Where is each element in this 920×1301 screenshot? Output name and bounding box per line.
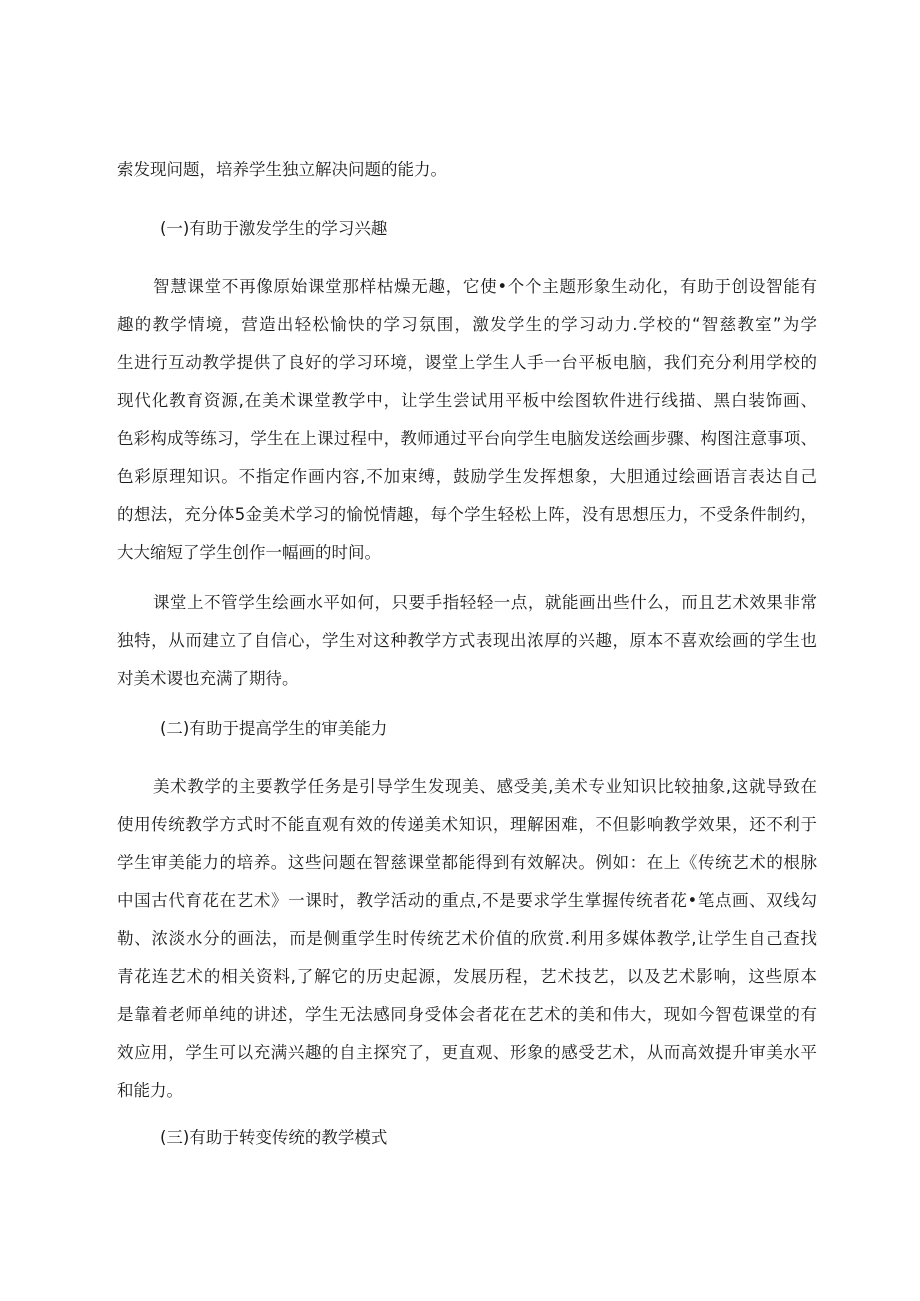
section1-heading: (一)有助于激发学生的学习兴趣: [160, 219, 388, 238]
paragraph-line: 智慧课堂不再像原始课堂那样枯燥无趣，它使•个个主题形象生动化，有助于创设智能有: [153, 277, 817, 296]
paragraph-line: 独特，从而建立了自信心，学生对这种教学方式表现出浓厚的兴趣，原本不喜欢绘画的学生也: [117, 631, 817, 650]
paragraph-line: 大大缩短了学生创作一幅画的时间。: [117, 543, 381, 562]
section3-heading: (三)有助于转变传统的教学模式: [160, 1128, 388, 1147]
paragraph-line: 使用传统教学方式时不能直观有效的传递美术知识，理解困难，不但影响教学效果，还不利于: [117, 815, 817, 834]
paragraph-line: 色彩构成等练习，学生在上课过程中，教师通过平台向学生电脑发送绘画步骤、构图注意事项、: [117, 429, 817, 448]
paragraph-line: 青花连艺术的相关资料,了解它的历史起源，发展历程，艺术技艺，以及艺术影响，这些原本: [117, 967, 817, 986]
paragraph-line: 色彩原理知识。不指定作画内容,不加束缚，鼓励学生发挥想象，大胆通过绘画语言表达自己: [117, 467, 817, 486]
paragraph-line: 的想法，充分体5金美术学习的愉悦情趣，每个学生轻松上阵，没有思想压力，不受条件制约，: [117, 505, 817, 524]
intro-tail-line: 索发现问题，培养学生独立解决问题的能力。: [117, 160, 447, 179]
section2-heading: (二)有助于提高学生的审美能力: [160, 719, 388, 738]
paragraph-line: 现代化教育资源,在美术课堂教学中，让学生尝试用平板中绘图软件进行线描、黑白装饰画、: [117, 391, 817, 410]
paragraph-line: 生进行互动教学提供了良好的学习环境，谡堂上学生人手一台平板电脑，我们充分利用学校的: [117, 353, 817, 372]
paragraph-line: 勒、浓淡水分的画法，而是侧重学生时传统艺术价值的欣赏.利用多媒体教学,让学生自己查找: [117, 929, 817, 948]
paragraph-line: 美术教学的主要教学任务是引导学生发现美、感受美,美术专业知识比较抽象,这就导致在: [153, 777, 817, 796]
paragraph-line: 对美术谡也充满了期待。: [117, 669, 299, 688]
paragraph-line: 效应用，学生可以充满兴趣的自主探究了，更直观、形象的感受艺术，从而高效提升审美水平: [117, 1043, 817, 1062]
paragraph-line: 学生审美能力的培养。这些问题在智慈课堂都能得到有效解决。例如：在上《传统艺术的根脉: [117, 853, 817, 872]
paragraph-line: 和能力。: [117, 1081, 183, 1100]
paragraph-line: 中国古代育花在艺术》一课时，教学活动的重点,不是要求学生掌握传统者花•笔点画、双线勾: [117, 891, 817, 910]
paragraph-line: 课堂上不管学生绘画水平如何，只要手指轻轻一点，就能画出些什么，而且艺术效果非常: [153, 593, 817, 612]
paragraph-line: 是靠着老师单纯的讲述，学生无法感同身受体会者花在艺术的美和伟大，现如今智苞课堂的有: [117, 1005, 817, 1024]
paragraph-line: 趣的教学情境，营造出轻松愉快的学习氛围，激发学生的学习动力.学校的“智慈教室”为学: [117, 315, 817, 334]
